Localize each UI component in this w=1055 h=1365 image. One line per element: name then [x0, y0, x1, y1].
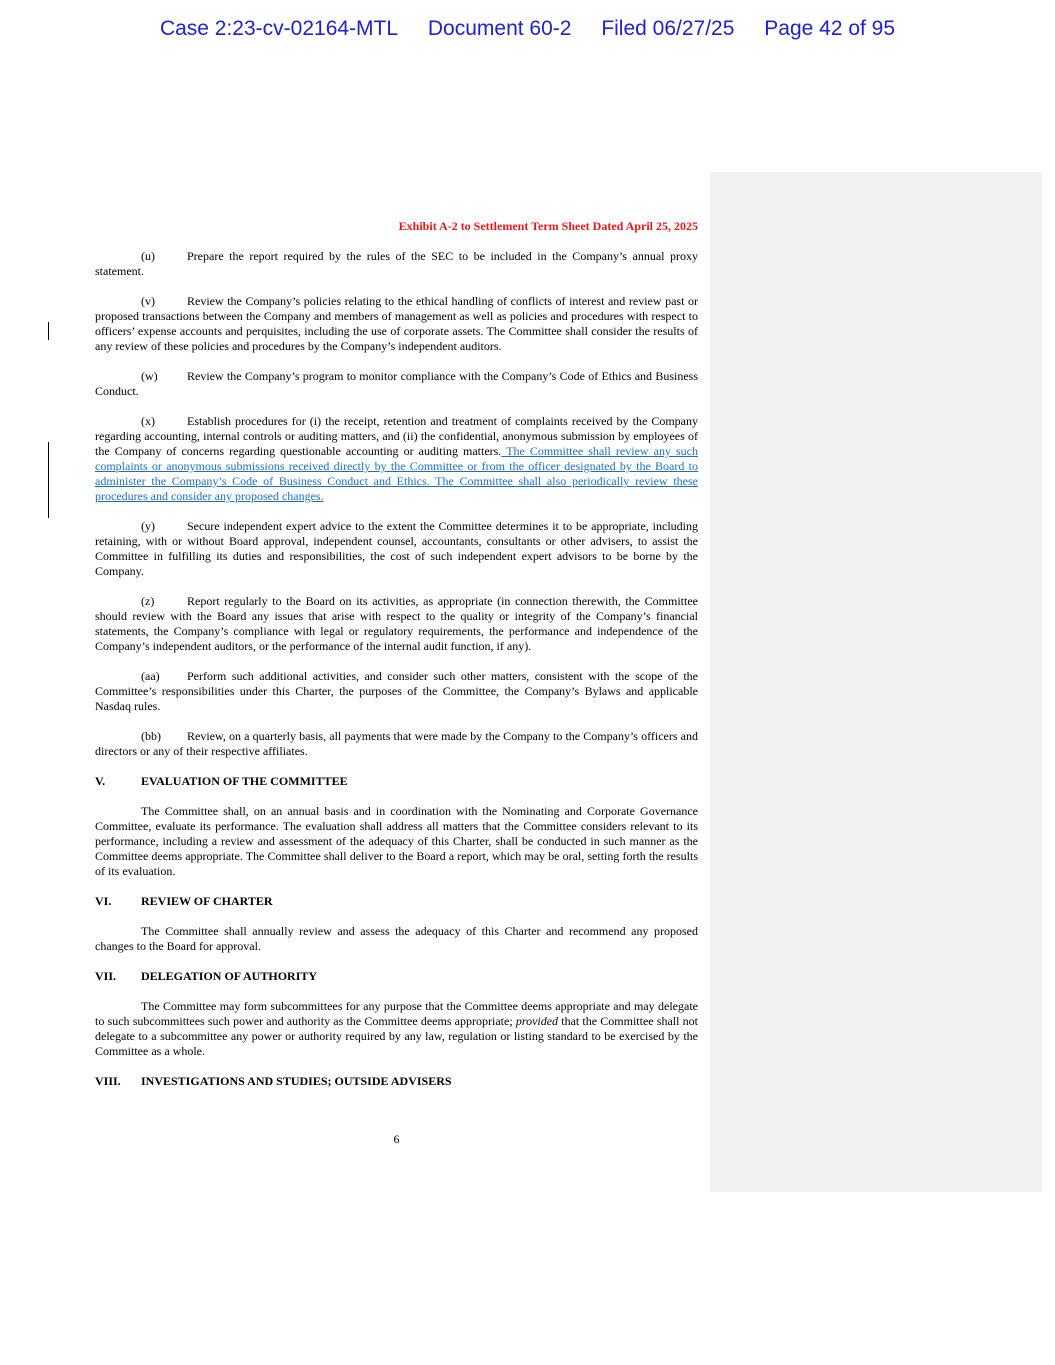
- inserted-text: The Committee shall review any such complaints or anonymous submissions received directly by the Committee or from the officer designated by the Board to administer the Company’s Code of Business Conduct and Ethics. The Committee shall also periodically review these procedures and consider any proposed changes.: [95, 444, 698, 503]
- change-bar: [48, 322, 49, 340]
- paragraph-u: (u) Prepare the report required by the rules of the SEC to be included in the Company’s annual proxy statement.: [95, 249, 698, 278]
- paragraph-y: (y) Secure independent expert advice to the extent the Committee determines it to be appropriate, including retaining, with or without Board approval, independent counsel, accountants, consultants or other advisers, to assist the Committee in fulfilling its duties and responsibilities, the cost of such independent expert advisors to be borne by the Company.: [95, 519, 698, 578]
- comment-margin-panel: [710, 172, 1042, 1192]
- paragraph-x: (x) Establish procedures for (i) the receipt, retention and treatment of complaints received by the Company regarding accounting, internal controls or auditing matters, and (ii) the confidential, anonymous submission by employees of the Company of concerns regarding questionable accounting or auditing matters. The Committee shall review any such complaints or anonymous submissions received directly by the Committee or from the officer designated by the Board to administer the Company’s Code of Business Conduct and Ethics. The Committee shall also periodically review these procedures and consider any proposed changes.: [95, 414, 698, 503]
- exhibit-title: Exhibit A-2 to Settlement Term Sheet Dated April 25, 2025: [398, 219, 698, 233]
- document-number: Document 60-2: [427, 17, 572, 40]
- paragraph-z: (z) Report regularly to the Board on its activities, as appropriate (in connection therewith, the Committee should review with the Board any issues that arise with respect to the quality or integrity of the Company’s financial statements, the Company’s compliance with legal or regulatory requirements, the performance and independence of the Company’s independent auditors, or the performance of the internal audit function, if any).: [95, 594, 698, 653]
- section-heading-vii: VII. DELEGATION OF AUTHORITY: [95, 969, 318, 983]
- page-of-total: Page 42 of 95: [764, 17, 896, 40]
- section-vi-text: The Committee shall annually review and assess the adequacy of this Charter and recommend any proposed changes to the Board for approval.: [95, 924, 698, 953]
- paragraph-w: (w) Review the Company’s program to monitor compliance with the Company’s Code of Ethics and Business Conduct.: [95, 369, 698, 398]
- section-heading-viii: VIII. INVESTIGATIONS AND STUDIES; OUTSIDE ADVISERS: [95, 1074, 452, 1088]
- section-heading-v: V. EVALUATION OF THE COMMITTEE: [95, 774, 348, 788]
- section-v-text: The Committee shall, on an annual basis and in coordination with the Nominating and Corporate Governance Committee, evaluate its performance. The evaluation shall address all matters that the Committee considers relevant to its performance, including a review and assessment of the adequacy of this Charter, shall be conducted in such manner as the Committee deems appropriate. The Committee shall deliver to the Board a report, which may be oral, setting forth the results of its evaluation.: [95, 804, 698, 878]
- section-heading-vi: VI. REVIEW OF CHARTER: [95, 894, 273, 908]
- case-number: Case 2:23-cv-02164-MTL: [159, 17, 399, 40]
- filed-date: Filed 06/27/25: [601, 17, 735, 40]
- document-body: [95, 249, 698, 1104]
- change-bar: [48, 442, 49, 518]
- section-vii-text: The Committee may form subcommittees for any purpose that the Committee deems appropriate and may delegate to such subcommittees such power and authority as the Committee deems appropriate; provided that the Committee shall not delegate to a subcommittee any power or authority required by any law, regulation or listing standard to be exercised by the Committee as a whole.: [95, 999, 698, 1058]
- paragraph-v: (v) Review the Company’s policies relating to the ethical handling of conflicts of interest and review past or proposed transactions between the Company and members of management as well as policies and procedures with respect to officers’ expense accounts and perquisites, including the use of corporate assets. The Committee shall consider the results of any review of these policies and procedures by the Company’s independent auditors.: [95, 294, 698, 353]
- paragraph-bb: (bb) Review, on a quarterly basis, all payments that were made by the Company to the Company’s officers and directors or any of their respective affiliates.: [95, 729, 698, 758]
- court-filing-header: [0, 17, 1055, 41]
- page-number: 6: [393, 1132, 400, 1146]
- paragraph-aa: (aa) Perform such additional activities, and consider such other matters, consistent with the scope of the Committee’s responsibilities under this Charter, the purposes of the Committee, the Company’s Bylaws and applicable Nasdaq rules.: [95, 669, 698, 713]
